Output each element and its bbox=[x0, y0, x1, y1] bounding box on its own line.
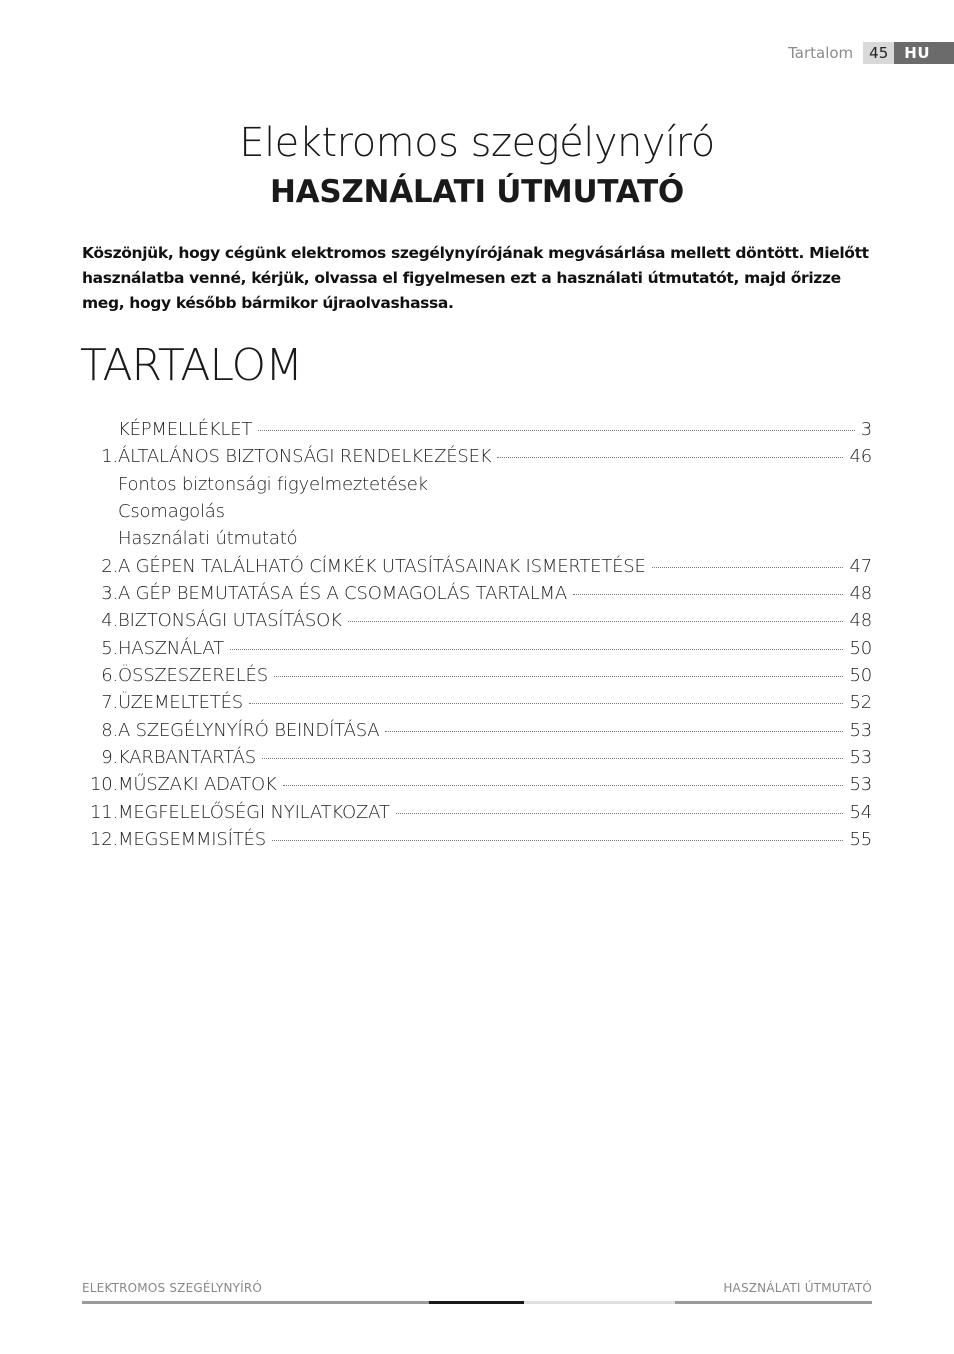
toc-entry-page: 53 bbox=[849, 719, 872, 741]
toc-entry-page: 48 bbox=[849, 610, 872, 632]
toc-entry-label: A GÉP BEMUTATÁSA ÉS A CSOMAGOLÁS TARTALMA bbox=[118, 583, 567, 605]
toc-dot-leader bbox=[573, 594, 844, 595]
toc-dot-leader bbox=[274, 676, 844, 677]
toc-entry-label: A SZEGÉLYNYÍRÓ BEINDÍTÁSA bbox=[118, 719, 380, 741]
footer-bar-2 bbox=[429, 1301, 524, 1304]
toc-entry-page: 47 bbox=[849, 555, 872, 577]
toc-dot-leader bbox=[249, 703, 844, 704]
toc-entry-page: 48 bbox=[849, 583, 872, 605]
toc-entry-label: ÖSSZESZERELÉS bbox=[118, 665, 268, 687]
toc-entry-label: HASZNÁLAT bbox=[118, 637, 224, 659]
toc-entry bbox=[82, 692, 872, 719]
toc-entry bbox=[82, 638, 872, 665]
toc-entry bbox=[82, 610, 872, 637]
toc-entry-label: ÁLTALÁNOS BIZTONSÁGI RENDELKEZÉSEK bbox=[118, 446, 492, 468]
toc-entry-label: ÜZEMELTETÉS bbox=[118, 692, 243, 714]
toc-dot-leader bbox=[396, 813, 844, 814]
toc-entry-number: 11. bbox=[89, 801, 118, 823]
toc-entry-page: 53 bbox=[849, 774, 872, 796]
intro-paragraph: Köszönjük, hogy cégünk elektromos szegélynyírójának megvásárlása mellett döntött. Mielőtt használatba venné, kérjük, olvassa el figyelmesen ezt a használati útmutatót, majd őrizze meg, hogy később bármikor újraolvashassa. bbox=[82, 244, 869, 312]
toc-entry-page: 50 bbox=[849, 665, 872, 687]
toc-entry-label: BIZTONSÁGI UTASÍTÁSOK bbox=[118, 610, 342, 632]
toc-entry-label: MŰSZAKI ADATOK bbox=[118, 774, 277, 796]
toc-dot-leader bbox=[262, 758, 844, 759]
footer-right-text: HASZNÁLATI ÚTMUTATÓ bbox=[723, 1281, 872, 1295]
page-header bbox=[788, 42, 954, 64]
toc-entry-number: 5. bbox=[101, 637, 118, 659]
toc-entry-number: 2. bbox=[101, 555, 118, 577]
toc-dot-leader bbox=[385, 731, 843, 732]
toc-entry bbox=[82, 583, 872, 610]
toc-entry-number: 6. bbox=[101, 665, 118, 687]
page-number: 45 bbox=[863, 42, 894, 64]
toc-dot-leader bbox=[230, 649, 844, 650]
toc-entry-page: 53 bbox=[849, 747, 872, 769]
toc-entry bbox=[82, 720, 872, 747]
footer-bar-4 bbox=[675, 1301, 872, 1304]
toc-entry bbox=[82, 665, 872, 692]
toc-dot-leader bbox=[497, 457, 843, 458]
toc-entry-page: 55 bbox=[849, 829, 872, 851]
toc-entry-number: 1. bbox=[101, 446, 118, 468]
footer-bar-1 bbox=[82, 1301, 429, 1304]
toc-entry bbox=[82, 829, 872, 856]
toc-entry bbox=[82, 474, 872, 501]
toc-heading: TARTALOM bbox=[80, 340, 303, 391]
toc-dot-leader bbox=[652, 567, 844, 568]
toc-entry-label: Használati útmutató bbox=[118, 528, 298, 550]
toc-entry-label: KARBANTARTÁS bbox=[118, 747, 256, 769]
toc-entry-label: A GÉPEN TALÁLHATÓ CÍMKÉK UTASÍTÁSAINAK ISMERTETÉSE bbox=[118, 555, 646, 577]
document-title: Elektromos szegélynyíró bbox=[239, 120, 715, 166]
toc-dot-leader bbox=[258, 430, 855, 431]
toc-entry bbox=[82, 446, 872, 473]
table-of-contents bbox=[82, 419, 872, 857]
toc-entry-number: 7. bbox=[101, 692, 118, 714]
toc-entry-page: 3 bbox=[860, 419, 872, 440]
toc-entry-label: Csomagolás bbox=[118, 501, 225, 523]
toc-entry-label: MEGFELELŐSÉGI NYILATKOZAT bbox=[118, 801, 390, 823]
toc-dot-leader bbox=[348, 621, 844, 622]
toc-entry bbox=[82, 556, 872, 583]
toc-entry bbox=[82, 501, 872, 528]
toc-entry-label: Fontos biztonsági figyelmeztetések bbox=[118, 473, 428, 495]
footer-bar-3 bbox=[524, 1301, 675, 1304]
toc-entry bbox=[82, 747, 872, 774]
toc-entry bbox=[82, 528, 872, 555]
toc-entry-label: MEGSEMMISÍTÉS bbox=[118, 829, 266, 851]
toc-entry-label: KÉPMELLÉKLET bbox=[118, 419, 253, 440]
toc-entry-page: 52 bbox=[849, 692, 872, 714]
toc-entry-number: 4. bbox=[101, 610, 118, 632]
toc-entry-number: 9. bbox=[101, 747, 118, 769]
toc-entry-number: 12. bbox=[89, 829, 118, 851]
toc-dot-leader bbox=[272, 840, 844, 841]
header-section-title: Tartalom bbox=[788, 44, 854, 62]
toc-entry-number: 3. bbox=[101, 583, 118, 605]
footer-left-text: ELEKTROMOS SZEGÉLYNYÍRÓ bbox=[82, 1281, 263, 1295]
toc-entry-page: 50 bbox=[849, 637, 872, 659]
document-subtitle: HASZNÁLATI ÚTMUTATÓ bbox=[270, 174, 684, 210]
toc-dot-leader bbox=[283, 785, 844, 786]
toc-entry bbox=[82, 419, 872, 446]
toc-entry-number: 10. bbox=[89, 774, 118, 796]
toc-entry bbox=[82, 774, 872, 801]
toc-entry-number: 8. bbox=[101, 719, 118, 741]
toc-entry-page: 46 bbox=[849, 446, 872, 468]
toc-entry bbox=[82, 802, 872, 829]
language-badge: HU bbox=[894, 42, 954, 64]
toc-entry-page: 54 bbox=[849, 801, 872, 823]
